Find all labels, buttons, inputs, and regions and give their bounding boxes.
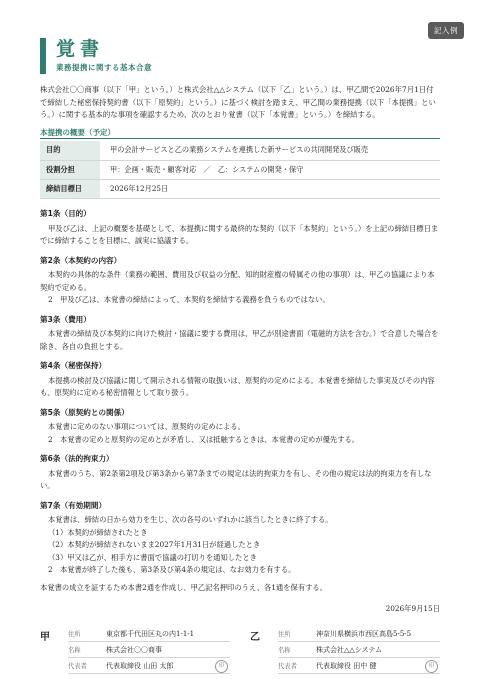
article-7-item-2: （2）本契約が締結されないまま2027年1月31日が経過したとき bbox=[48, 540, 261, 549]
article-4-text: 本提携の検討及び協議に関して開示される情報の取扱いは、原契約の定めによる。本覚書を締結した事実及びその内容も、原契約に定める秘密情報として取り扱う。 bbox=[40, 375, 435, 397]
representative-row bbox=[278, 658, 440, 674]
overview-key: 締結目標日 bbox=[40, 179, 100, 198]
document-title: 覚書 bbox=[56, 38, 105, 60]
seal-icon: 印 bbox=[215, 660, 228, 673]
name-value: 株式会社〇〇商事 bbox=[106, 645, 162, 654]
article-5-clause-2: 2 本覚書の定めと原契約の定めとが矛盾し、又は抵触するときは、本覚書の定めが優先する。 bbox=[48, 434, 360, 444]
overview-divider bbox=[40, 138, 440, 139]
address-label: 住所 bbox=[278, 631, 291, 638]
articles-section bbox=[40, 208, 440, 577]
representative-value: 代表取締役 山田 太郎 bbox=[106, 661, 174, 670]
address-row bbox=[278, 626, 440, 642]
title-block bbox=[40, 38, 152, 74]
closing-statement: 本覚書の成立を証するため本書2通を作成し、甲乙記名押印のうえ、各1通を保有する。 bbox=[40, 583, 328, 592]
representative-value: 代表取締役 田中 健 bbox=[316, 661, 377, 670]
overview-value: 甲：企画・販売・顧客対応 ／ 乙：システムの開発・保守 bbox=[100, 160, 440, 179]
address-label: 住所 bbox=[68, 631, 81, 638]
overview-value: 2026年12月25日 bbox=[100, 179, 440, 198]
article-2-text: 本契約の具体的な条件（業務の範囲、費用及び収益の分配、知的財産権の帰属その他の事項）は、甲乙の協議により本契約で定める。 bbox=[40, 270, 435, 292]
article-4-heading: 第4条（秘密保持） bbox=[40, 361, 107, 370]
overview-value: 甲の会計サービスと乙の業務システムを連携した新サービスの共同開発及び販売 bbox=[100, 141, 440, 160]
name-value: 株式会社△△システム bbox=[316, 645, 383, 654]
article-6-heading: 第6条（法的拘束力） bbox=[40, 454, 114, 463]
party-mark: 甲 bbox=[40, 632, 50, 643]
overview-key: 役割分担 bbox=[40, 160, 100, 179]
intro-paragraph: 株式会社〇〇商事（以下「甲」という。）と株式会社△△システム（以下「乙」という。）は、甲乙間で2026年7月1日付で締結した秘密保持契約書（以下「原契約」という。）に基づく検討を踏まえ、甲乙間の業務提携（以下「本提携」という。）に関する基本的な事項を確認するため、次のとおり覚書（以下「本覚書」という。）を締結する。 bbox=[40, 85, 436, 119]
article-7-clause-2: 2 本覚書が終了した後も、第3条及び第4条の規定は、なお効力を有する。 bbox=[48, 565, 296, 574]
party-mark: 乙 bbox=[250, 632, 260, 643]
address-row bbox=[68, 626, 230, 642]
sample-badge: 記入例 bbox=[428, 22, 464, 39]
article-5-text: 本覚書に定めのない事項については、原契約の定めによる。 bbox=[48, 422, 245, 431]
overview-table bbox=[40, 141, 440, 199]
name-label: 名称 bbox=[68, 647, 81, 654]
name-row bbox=[68, 642, 230, 658]
article-7-item-3: （3）甲又は乙が、相手方に書面で協議の打切りを通知したとき bbox=[48, 552, 257, 562]
article-7-heading: 第7条（有効期間） bbox=[40, 500, 107, 510]
article-1-text: 甲及び乙は、上記の概要を基礎として、本提携に関する最終的な契約（以下「本契約」という。）を上記の締結目標日までに締結することを目標に、誠実に協議する。 bbox=[40, 223, 439, 245]
article-5-heading: 第5条（原契約との関係） bbox=[40, 407, 129, 417]
representative-label: 代表者 bbox=[278, 663, 297, 670]
document-subtitle: 業務提携に関する基本合意 bbox=[56, 63, 152, 72]
seal-icon: 印 bbox=[425, 660, 438, 673]
article-1-heading: 第1条（目的） bbox=[40, 209, 91, 218]
address-value: 東京都千代田区丸の内1-1-1 bbox=[106, 629, 195, 638]
overview-row bbox=[40, 141, 440, 160]
article-2-clause-2: 2 甲及び乙は、本覚書の締結によって、本契約を締結する義務を負うものではない。 bbox=[48, 295, 330, 304]
name-label: 名称 bbox=[278, 647, 291, 654]
address-value: 神奈川県横浜市西区高島5-5-5 bbox=[316, 629, 412, 638]
signing-date: 2026年9月15日 bbox=[385, 604, 440, 613]
overview-row bbox=[40, 160, 440, 179]
overview-heading: 本提携の概要（予定） bbox=[40, 128, 115, 137]
article-3-heading: 第3条（費用） bbox=[40, 314, 91, 324]
article-2-heading: 第2条（本契約の内容） bbox=[40, 255, 122, 265]
article-7-item-1: （1）本契約が締結されたとき bbox=[48, 527, 148, 537]
name-row bbox=[278, 642, 440, 658]
representative-row bbox=[68, 658, 230, 674]
article-6-text: 本覚書のうち、第2条第2項及び第3条から第7条までの規定は法的拘束力を有し、その他の規定は法的拘束力を有しない。 bbox=[40, 468, 432, 490]
article-7-text: 本覚書は、締結の日から効力を生じ、次の各号のいずれかに該当したときに終了する。 bbox=[48, 515, 333, 524]
article-3-text: 本覚書の締結及び本契約に向けた検討・協議に要する費用は、甲乙が別途書面（電磁的方法を含む。）で合意した場合を除き、各自の負担とする。 bbox=[40, 329, 439, 351]
overview-key: 目的 bbox=[40, 141, 100, 160]
representative-label: 代表者 bbox=[68, 663, 87, 670]
overview-row bbox=[40, 179, 440, 198]
